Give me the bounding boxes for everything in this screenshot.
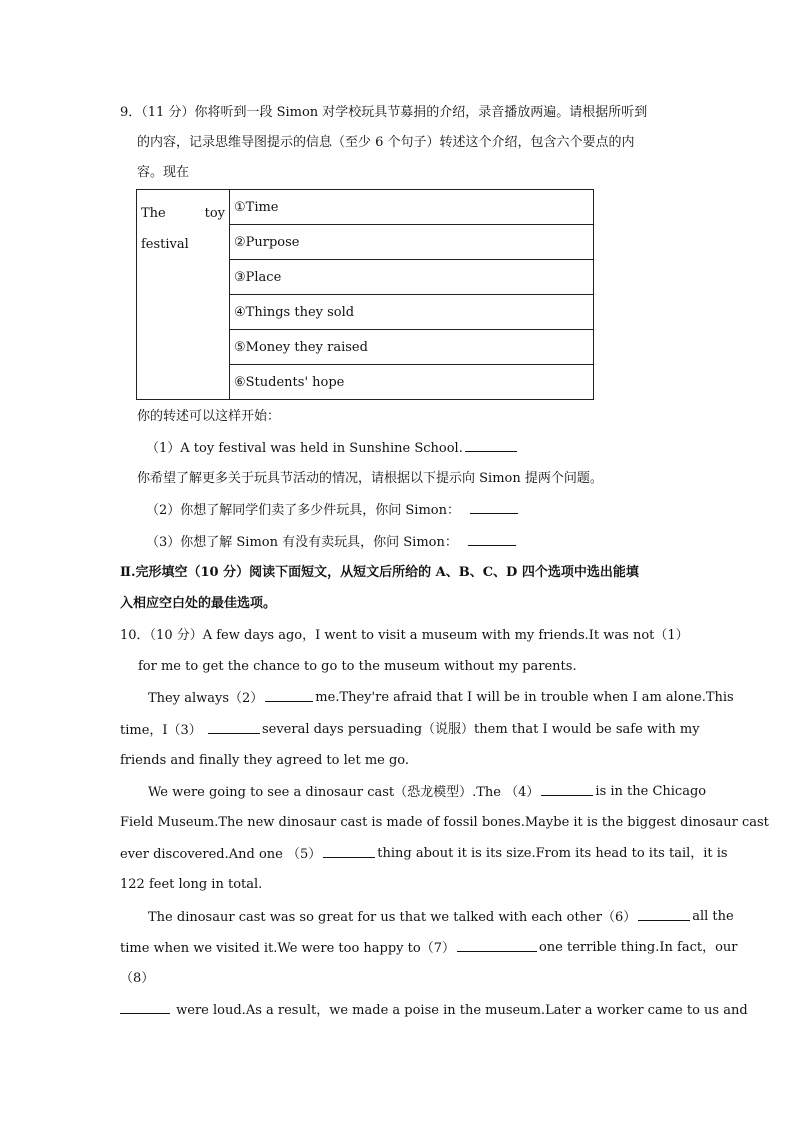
p4-line-1-text-b: all the xyxy=(692,909,734,924)
p2-line-1-text-b: me.They're afraid that I will be in trouble when I am alone.This xyxy=(315,690,734,705)
p4-line-1-text-a: The dinosaur cast was so great for us that we talked with each other（6） xyxy=(148,910,637,925)
q9-sentence-3 xyxy=(146,533,518,552)
answer-blank[interactable] xyxy=(465,439,517,452)
p3-line-1 xyxy=(148,783,707,802)
q9-sentence-2 xyxy=(146,501,520,520)
blank-2[interactable] xyxy=(265,689,313,702)
blank-4[interactable] xyxy=(541,783,593,796)
p4-line-2 xyxy=(120,939,738,958)
blank-7[interactable] xyxy=(457,939,537,952)
q9-sentence-1-text: （1）A toy festival was held in Sunshine School. xyxy=(146,441,463,456)
answer-blank[interactable] xyxy=(468,533,516,546)
blank-1-marker: （1） xyxy=(654,628,689,643)
p2-line-1 xyxy=(148,689,734,708)
q9-line-3: 容。现在 xyxy=(137,165,190,180)
mind-map-item-purpose: ②Purpose xyxy=(230,225,594,260)
p3-line-2 xyxy=(120,814,769,832)
q10-line-1-text: 10．（10 分）A few days ago，I went to visit a museum with my friends.It was not xyxy=(120,628,655,643)
p2-line-2 xyxy=(120,721,700,740)
mind-map-item-things-sold: ④Things they sold xyxy=(230,295,594,330)
q9-sentence-2-text: （2）你想了解同学们卖了多少件玩具，你问 Simon： xyxy=(146,503,460,518)
section-2-heading-text: Ⅱ.完形填空（10 分）阅读下面短文，从短文后所给的 A、B、C、D 四个选项中选出能填 xyxy=(120,565,639,580)
p2-line-2-text-a: time，I（3） xyxy=(120,723,202,738)
p4-line-1 xyxy=(148,908,734,927)
mind-map-item-place: ③Place xyxy=(230,260,594,295)
mind-map-item-money-raised: ⑤Money they raised xyxy=(230,330,594,365)
p3-line-4: 122 feet long in total. xyxy=(120,877,263,892)
p4-line-4 xyxy=(120,1001,748,1020)
mind-map-center xyxy=(137,190,230,400)
section-2-heading-2: 入相应空白处的最佳选项。 xyxy=(120,596,277,611)
blank-6[interactable] xyxy=(638,908,690,921)
p3-line-3 xyxy=(120,845,728,864)
p4-line-2-text-a: time when we visited it.We were too happy to（7） xyxy=(120,941,455,956)
mind-map-item-time: ①Time xyxy=(230,190,594,225)
ask-hint: 你希望了解更多关于玩具节活动的情况，请根据以下提示向 Simon 提两个问题。 xyxy=(137,471,603,486)
q10-line-2: for me to get the chance to go to the museum without my parents. xyxy=(138,659,577,674)
q9-sentence-3-text: （3）你想了解 Simon 有没有卖玩具，你问 Simon： xyxy=(146,535,458,550)
blank-3[interactable] xyxy=(208,721,260,734)
p4-line-4-text: were loud.As a result，we made a poise in the museum.Later a worker came to us and xyxy=(176,1003,748,1018)
center-word-toy: toy xyxy=(204,206,225,221)
q9-text-1: 9．（11 分）你将听到一段 Simon 对学校玩具节募捐的介绍，录音播放两遍。请根据所听到 xyxy=(120,105,648,120)
p3-line-1-text-b: is in the Chicago xyxy=(595,784,707,799)
p2-line-1-text-a: They always（2） xyxy=(148,691,264,706)
p4-line-2-text-b: one terrible thing.In fact，our xyxy=(538,940,738,955)
mind-map-item-students-hope: ⑥Students' hope xyxy=(230,365,594,400)
p3-line-2-text: Field Museum.The new dinosaur cast is made of fossil bones.Maybe it is the biggest dinosaur cast xyxy=(120,815,769,830)
q9-line-2 xyxy=(137,134,674,152)
q9-text-2: 的内容，记录思维导图提示的信息（至少 6 个句子）转述这个介绍，包含六个要点的内 xyxy=(137,135,635,150)
q9-sentence-1 xyxy=(146,439,519,458)
center-word-festival: festival xyxy=(141,237,189,252)
q10-line-1 xyxy=(120,627,689,645)
p2-line-3: friends and finally they agreed to let me go. xyxy=(120,753,410,768)
q9-line-1 xyxy=(120,104,674,122)
mind-map-table xyxy=(136,189,594,400)
center-word-the: The xyxy=(141,206,166,221)
answer-blank[interactable] xyxy=(470,501,518,514)
start-hint: 你的转述可以这样开始： xyxy=(137,409,281,424)
p3-line-3-text-b: thing about it is its size.From its head to its tail，it is xyxy=(377,846,728,861)
p3-line-1-text-a: We were going to see a dinosaur cast（恐龙模型）.The （4） xyxy=(148,785,540,800)
blank-8[interactable] xyxy=(120,1001,170,1014)
p2-line-2-text-b: several days persuading（说服）them that I would be safe with my xyxy=(261,722,700,737)
blank-5[interactable] xyxy=(323,845,375,858)
section-2-heading xyxy=(120,564,674,582)
p4-line-3: （8） xyxy=(120,971,155,986)
p3-line-3-text-a: ever discovered.And one （5） xyxy=(120,847,322,862)
